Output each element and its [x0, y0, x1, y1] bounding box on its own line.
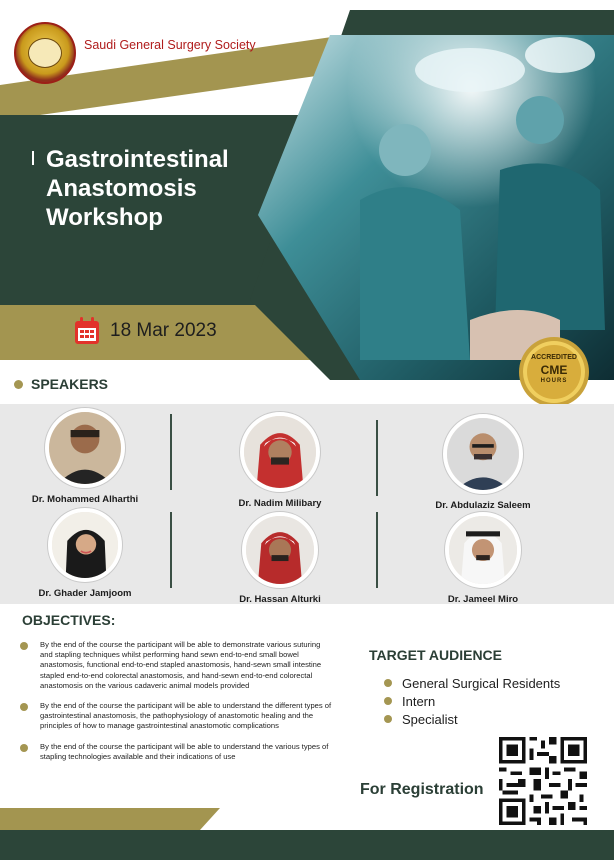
speaker-name: Dr. Hassan Alturki: [239, 594, 321, 605]
list-item: Specialist: [384, 710, 560, 728]
speaker-card: [398, 512, 568, 605]
bullet-dot-icon: [384, 697, 392, 705]
list-item: General Surgical Residents: [384, 674, 560, 692]
list-item: By the end of the course the participant will be able to understand the various types of stapling technologies available and their indications of use: [20, 742, 332, 762]
workshop-title: [46, 145, 266, 232]
registration-label: For Registration: [360, 781, 484, 798]
speaker-name: Dr. Nadim Milibary: [238, 498, 322, 509]
divider: [376, 420, 378, 496]
list-item: Intern: [384, 692, 560, 710]
divider: [170, 414, 172, 490]
title-line-3: Workshop: [46, 204, 163, 231]
speaker-card: [0, 508, 170, 599]
bullet-dot-icon: [20, 642, 28, 650]
objectives-list: [20, 640, 332, 772]
title-accent-bar: [32, 151, 34, 165]
speaker-card: [195, 412, 365, 509]
speaker-card: [0, 408, 170, 505]
list-item: By the end of the course the participant will be able to understand the different types of gastrointestinal anastomosis, the pathophysiology of anastomotic healing and the principles of how to manage gastrointestinal anastomotic complications: [20, 701, 332, 732]
speakers-heading-text: SPEAKERS: [31, 376, 109, 392]
title-line-1: Gastrointestinal: [46, 146, 229, 173]
avatar: [45, 408, 125, 488]
event-date: [74, 317, 217, 345]
bullet-dot-icon: [384, 715, 392, 723]
cme-badge-line2: CME: [540, 363, 568, 377]
speaker-card: [398, 414, 568, 511]
cme-badge-line1: ACCREDITED: [531, 354, 577, 361]
cme-badge-line3: HOURS: [540, 378, 568, 384]
org-name: Saudi General Surgery Society: [84, 38, 256, 52]
society-logo-icon: [14, 22, 76, 84]
avatar: [48, 508, 122, 582]
avatar: [445, 512, 521, 588]
objectives-heading: OBJECTIVES:: [22, 612, 116, 628]
avatar: [443, 414, 523, 494]
speakers-heading: [14, 376, 108, 392]
title-line-2: Anastomosis: [46, 175, 197, 202]
bullet-dot-icon: [20, 744, 28, 752]
speaker-name: Dr. Mohammed Alharthi: [31, 494, 139, 505]
avatar: [242, 512, 318, 588]
speaker-name: Dr. Ghader Jamjoom: [38, 588, 132, 599]
date-text: 18 Mar 2023: [110, 320, 217, 341]
bullet-dot-icon: [14, 380, 23, 389]
target-audience-list: [384, 674, 560, 728]
bullet-dot-icon: [384, 679, 392, 687]
divider: [170, 512, 172, 588]
list-item: By the end of the course the participant will be able to demonstrate various suturing and stapling techniques whilst performing hand sewn end-to-end small bowel anastomosis, functional end-to-end stapled anastomosis, hand-sewn small intestine stapled end-to-end colorectal anastomosis, and hand-sewn end-to-end colorectal anastomosis on the various cadaveric animal models provided: [20, 640, 332, 691]
speaker-card: [195, 512, 365, 605]
bullet-dot-icon: [20, 703, 28, 711]
divider: [376, 512, 378, 588]
target-audience-heading: TARGET AUDIENCE: [369, 647, 502, 663]
calendar-icon: [74, 317, 100, 345]
speaker-name: Dr. Abdulaziz Saleem: [435, 500, 531, 511]
speaker-name: Dr. Jameel Miro: [447, 594, 519, 605]
qr-code-icon[interactable]: [495, 733, 591, 829]
avatar: [240, 412, 320, 492]
